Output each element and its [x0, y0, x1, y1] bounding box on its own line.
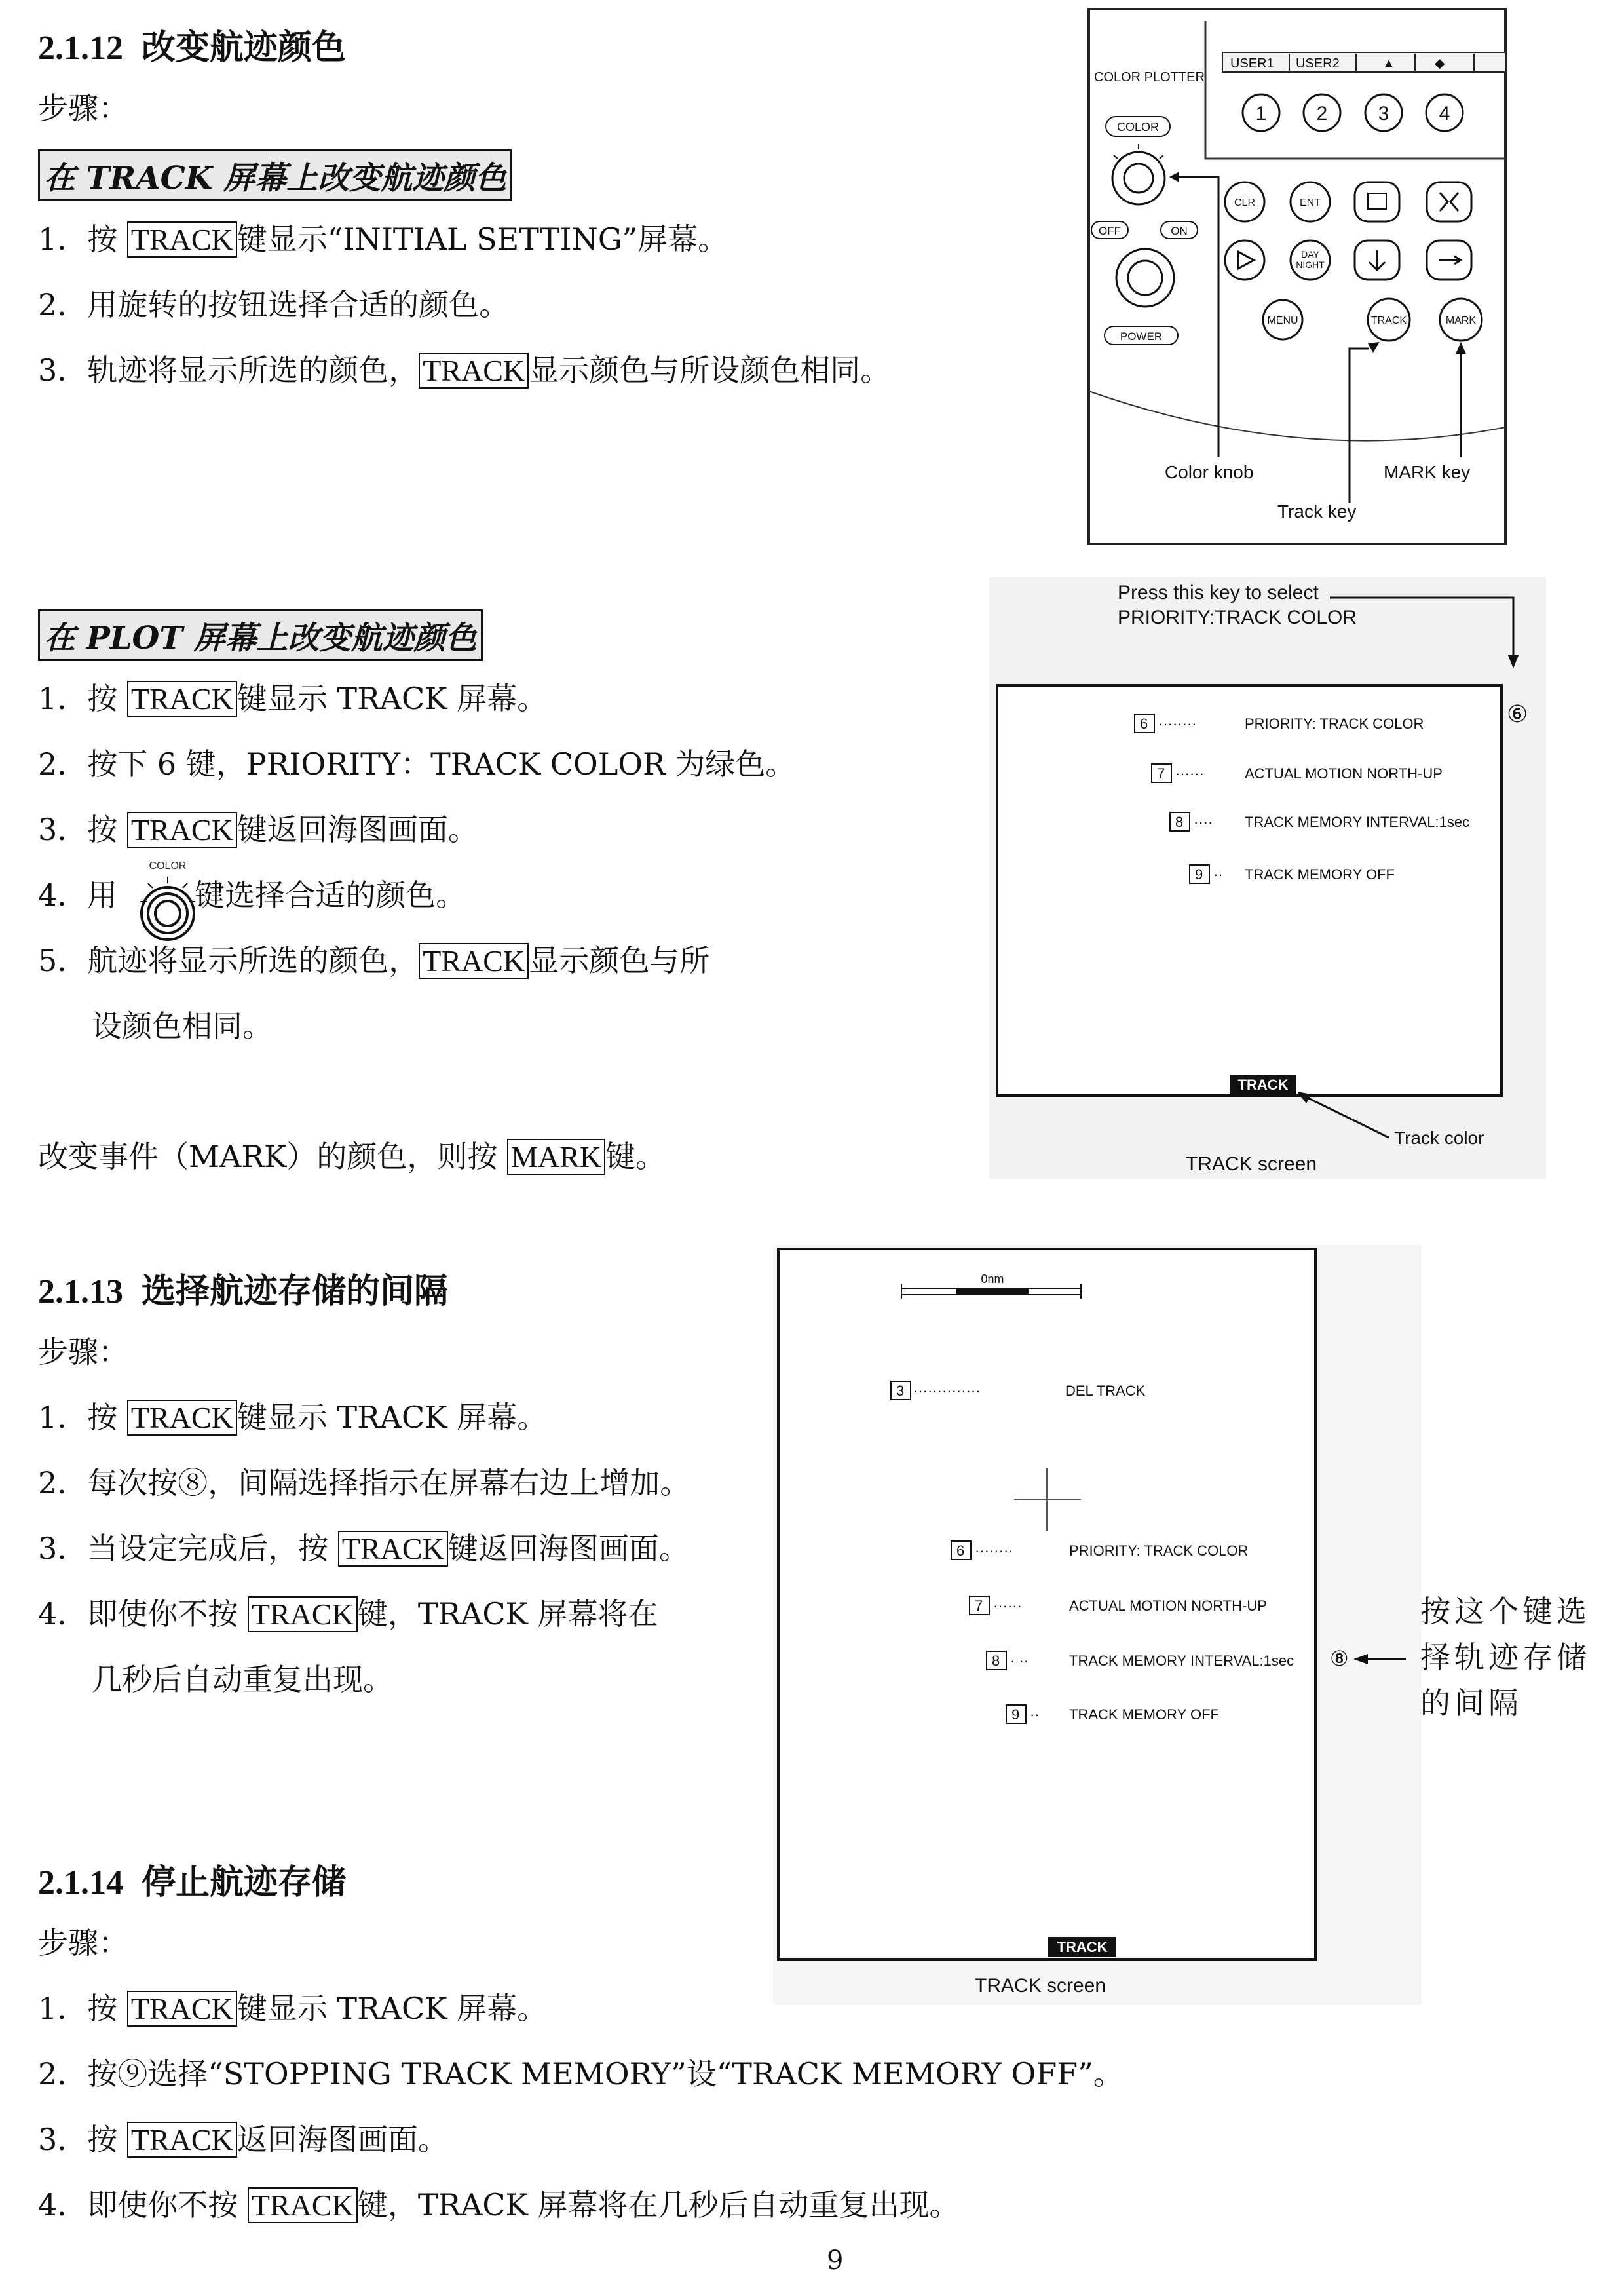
heading-number: 2.1.14: [38, 1864, 123, 1902]
menu-item-actual-motion: ACTUAL MOTION NORTH-UP: [1245, 765, 1443, 782]
step-item: 5．航迹将显示所选的颜色， TRACK 显示颜色与所: [38, 943, 710, 978]
svg-text:········: ········: [1158, 716, 1197, 732]
svg-text:6: 6: [956, 1542, 965, 1559]
svg-text:7: 7: [975, 1598, 983, 1614]
heading-2-1-12: [38, 20, 346, 69]
heading-number: 2.1.13: [38, 1273, 123, 1311]
color-knob-icon: [128, 854, 207, 946]
svg-text:······: ······: [993, 1598, 1022, 1614]
step-item: 2．每次按⑧，间隔选择指示在屏幕右边上增加。: [38, 1465, 690, 1501]
heading-2-1-13: [38, 1263, 448, 1312]
page-number: 9: [827, 2246, 844, 2276]
press-note-line2: PRIORITY:TRACK COLOR: [1118, 607, 1357, 628]
scale-label: 0nm: [981, 1272, 1004, 1286]
step-item: 2．用旋转的按钮选择合适的颜色。: [38, 287, 510, 322]
track-badge: TRACK: [1237, 1077, 1289, 1093]
step-item: 4．用 键选择合适的颜色。: [38, 877, 466, 913]
svg-text:3: 3: [896, 1383, 905, 1399]
subsection-title-track-screen: 在 TRACK 屏幕上改变航迹颜色: [38, 149, 512, 201]
circled-6: ⑥: [1507, 700, 1528, 727]
step-item: 3．按 TRACK 键返回海图画面。: [38, 812, 478, 847]
heading-2-1-14: [38, 1854, 346, 1904]
heading-number: 2.1.12: [38, 29, 123, 67]
menu-item-memory-off: TRACK MEMORY OFF: [1069, 1706, 1219, 1723]
mark-key-ref: MARK: [507, 1139, 605, 1175]
step-item: 2．按⑨选择“STOPPING TRACK MEMORY”设“TRACK MEMORY OFF”。: [38, 2056, 1124, 2092]
step-continuation: 设颜色相同。: [92, 1008, 273, 1044]
step-item: 1．按 TRACK 键显示 TRACK 屏幕。: [38, 1400, 548, 1435]
svg-text:9: 9: [1011, 1706, 1020, 1723]
steps-label: 步骤：: [38, 90, 128, 126]
step-item: 4．即使你不按 TRACK 键，TRACK 屏幕将在: [38, 1596, 658, 1632]
tab-user1: USER1: [1230, 56, 1274, 71]
tab-user2: USER2: [1296, 56, 1340, 71]
tab-bright: ▲: [1382, 56, 1395, 71]
track-color-caption: Track color: [1394, 1128, 1484, 1148]
svg-text:6: 6: [1140, 716, 1148, 732]
track-key-ref: TRACK: [127, 2122, 237, 2158]
track-key-ref: TRACK: [338, 1531, 448, 1567]
step-item: 3．当设定完成后，按 TRACK 键返回海图画面。: [38, 1531, 689, 1566]
svg-text:··············: ··············: [913, 1383, 981, 1399]
track-key-label: TRACK: [1370, 315, 1407, 326]
track-screen-figure-1: [989, 577, 1546, 1179]
num-key-2: 2: [1316, 103, 1328, 124]
track-screen-figure-2: [773, 1245, 1422, 2005]
svg-text:8: 8: [992, 1653, 1000, 1669]
svg-text:9: 9: [1195, 866, 1203, 883]
heading-text: 选择航迹存储的间隔: [142, 1271, 449, 1311]
clr-key-label: CLR: [1234, 197, 1256, 208]
menu-item-actual-motion: ACTUAL MOTION NORTH-UP: [1069, 1598, 1267, 1614]
step-continuation: 几秒后自动重复出现。: [92, 1662, 393, 1697]
track-key-caption: Track key: [1277, 501, 1357, 522]
mark-key-label: MARK: [1445, 315, 1477, 326]
mark-color-line: 改变事件（MARK）的颜色，则按 MARK 键。: [38, 1139, 666, 1174]
svg-text:··: ··: [1213, 866, 1223, 883]
svg-text:8: 8: [1175, 814, 1184, 830]
press-note-line1: Press this key to select: [1118, 582, 1319, 603]
menu-item-priority: PRIORITY: TRACK COLOR: [1069, 1542, 1249, 1559]
color-plotter-label: COLOR PLOTTER: [1094, 70, 1205, 85]
menu-item-memory-off: TRACK MEMORY OFF: [1245, 866, 1395, 883]
day-night-label-1: DAY: [1301, 249, 1319, 259]
tab-contrast: ◆: [1435, 56, 1445, 71]
control-panel-figure: [1087, 8, 1507, 545]
track-key-ref: TRACK: [248, 1596, 358, 1632]
steps-label: 步骤：: [38, 1334, 128, 1369]
svg-text:· ··: · ··: [1010, 1653, 1029, 1669]
menu-item-interval: TRACK MEMORY INTERVAL:1sec: [1245, 814, 1470, 830]
step-item: 2．按下 6 键，PRIORITY：TRACK COLOR 为绿色。: [38, 746, 796, 782]
svg-text:········: ········: [975, 1542, 1013, 1559]
track-screen-caption: TRACK screen: [1186, 1153, 1317, 1175]
off-label: OFF: [1099, 225, 1121, 237]
mark-key-caption: MARK key: [1384, 462, 1471, 482]
track-key-ref: TRACK: [419, 943, 529, 979]
svg-text:··: ··: [1030, 1706, 1040, 1723]
track-key-ref: TRACK: [127, 221, 237, 258]
interval-note: 按这个键选 择轨迹存储 的间隔: [1420, 1594, 1591, 1721]
track-screen-caption: TRACK screen: [975, 1975, 1106, 1997]
heading-text: 改变航迹颜色: [142, 28, 347, 67]
track-badge: TRACK: [1057, 1939, 1108, 1955]
svg-text:7: 7: [1157, 765, 1165, 782]
track-key-ref: TRACK: [127, 1400, 237, 1436]
subsection-title-plot-screen: 在 PLOT 屏幕上改变航迹颜色: [38, 609, 483, 661]
num-key-3: 3: [1378, 103, 1389, 124]
step-item: 3．按 TRACK 返回海图画面。: [38, 2122, 448, 2157]
menu-item-del-track: DEL TRACK: [1065, 1383, 1146, 1399]
svg-text:······: ······: [1175, 765, 1204, 782]
step-item: 3．轨迹将显示所选的颜色， TRACK 显示颜色与所设颜色相同。: [38, 353, 891, 388]
svg-text:····: ····: [1194, 814, 1213, 830]
track-key-ref: TRACK: [127, 1991, 237, 2027]
color-knob-caption: Color knob: [1165, 462, 1254, 482]
step-item: 4．即使你不按 TRACK 键，TRACK 屏幕将在几秒后自动重复出现。: [38, 2187, 960, 2223]
menu-key-label: MENU: [1267, 315, 1298, 326]
svg-text:COLOR: COLOR: [149, 860, 187, 871]
track-key-ref: TRACK: [127, 681, 237, 717]
on-label: ON: [1171, 225, 1188, 237]
menu-item-priority: PRIORITY: TRACK COLOR: [1245, 716, 1424, 732]
track-key-ref: TRACK: [419, 353, 529, 389]
steps-label: 步骤：: [38, 1925, 128, 1961]
track-key-ref: TRACK: [127, 812, 237, 848]
circled-8: ⑧: [1330, 1647, 1349, 1670]
num-key-1: 1: [1255, 103, 1267, 124]
track-key-ref: TRACK: [248, 2187, 358, 2223]
color-button-label: COLOR: [1116, 121, 1160, 134]
day-night-label-2: NIGHT: [1296, 259, 1325, 270]
step-item: 1．按 TRACK 键显示“INITIAL SETTING”屏幕。: [38, 221, 728, 257]
step-item: 1．按 TRACK 键显示 TRACK 屏幕。: [38, 681, 548, 716]
menu-item-interval: TRACK MEMORY INTERVAL:1sec: [1069, 1653, 1294, 1669]
step-item: 1．按 TRACK 键显示 TRACK 屏幕。: [38, 1991, 548, 2026]
num-key-4: 4: [1439, 103, 1450, 124]
power-label: POWER: [1120, 330, 1163, 343]
ent-key-label: ENT: [1300, 197, 1321, 208]
heading-text: 停止航迹存储: [142, 1862, 347, 1902]
